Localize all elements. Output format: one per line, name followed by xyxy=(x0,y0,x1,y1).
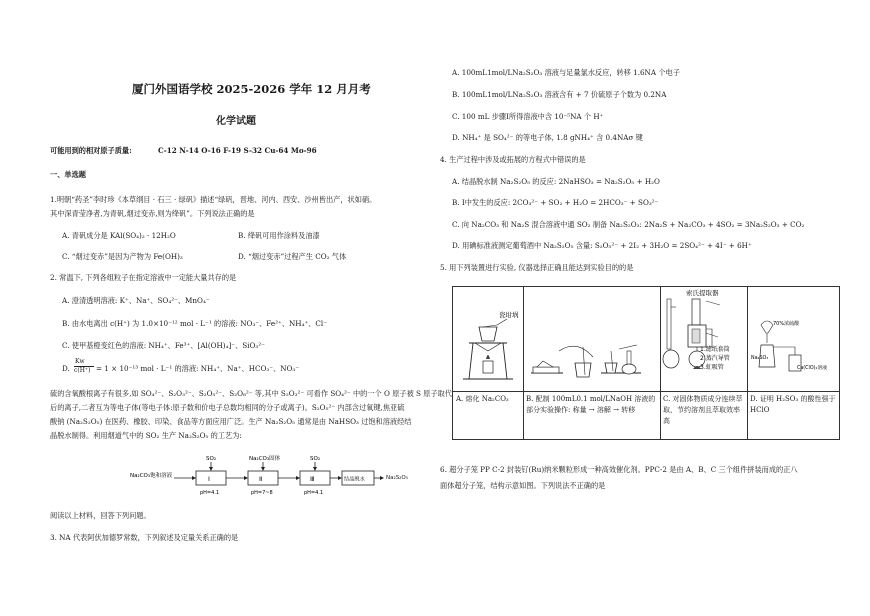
caption-c: C. 对固体物质成分连续萃取，节约溶剂且萃取效率高 xyxy=(663,395,743,425)
q3-option-a: A. 100mL1mol/LNa₂S₂O₃ 溶液与足量氯水反应，转移 1.6NA 个电子 xyxy=(452,68,680,77)
q2-option-d: = 1 × 10⁻¹³ mol · L⁻¹ 的溶液: NH₄⁺、Na⁺、HCO₃⁻、NO₃⁻ xyxy=(96,364,300,373)
flow-solid-label: Na₂CO₃固体 xyxy=(249,456,281,462)
q2-option-c: C. 使甲基橙变红色的溶液: NH₄⁺、Fe³⁺、[Al(OH)₄]⁻、SiO₃²⁻ xyxy=(62,341,265,350)
apparatus-table xyxy=(452,286,840,440)
solution-preparation-figure xyxy=(523,287,660,391)
flow-ph-2: pH=7~8 xyxy=(251,490,273,496)
q4-stem: 4. 生产过程中涉及或拓展的方程式中错误的是 xyxy=(440,155,586,164)
flow-so2-b: SO₂ xyxy=(310,456,321,462)
passage-line1: 硫的含氧酸根离子有很多,如 SO₄²⁻、S₂O₃²⁻、S₂O₅²⁻、S₂O₈²⁻ 等,其中 S₂O₃²⁻ 可看作 SO₄²⁻ 中的一个 O 原子被 S 原子取代 xyxy=(50,389,452,398)
q4-option-c: C. 向 Na₂CO₃ 和 Na₂S 混合溶液中通 SO₂ 制备 Na₂S₂O₃: 2Na₂S + Na₂CO₃ + 4SO₂ = 3Na₂S₂O₃ + CO₂ xyxy=(452,220,805,229)
passage-line3: 酸钠 (Na₂S₂O₅) 在医药、橡胶、印染、食品等方面应用广泛。生产 Na₂S₂O₅ 通常是由 NaHSO₃ 过饱和溶液经结 xyxy=(50,417,412,426)
flow-step-1 xyxy=(196,471,226,485)
passage-line2: 后的离子,二者互为等电子体(等电子体:原子数和价电子总数均相同的分子或离子)。S₂O₅²⁻ 内部含过氧键,焦亚硫 xyxy=(50,403,405,412)
atomic-masses: C-12 N-14 O-16 F-19 S-32 Cu-64 Mo-96 xyxy=(158,146,317,155)
flow-step-3 xyxy=(300,471,330,485)
flow-step-4-label: 结晶脱水 xyxy=(344,476,365,483)
q3-option-b: B. 100mL1mol/LNa₂S₂O₃ 溶液含有 + 7 价硫原子个数为 0.2NA xyxy=(452,90,667,99)
q1-stem-line1: 1.明朝“药圣”李时珍《本草纲目 · 石三 · 绿矾》描述“绿矾，晋地、河内、西安、沙州皆出产，状如硝。 xyxy=(50,195,377,204)
soxhlet-label-2: 2.蒸汽导管 xyxy=(700,355,730,362)
q1-option-c: C. “烟过变赤”是因为产物为 Fe(OH)₃ xyxy=(62,252,183,261)
flow-step-2 xyxy=(248,471,278,485)
q1-stem-line2: 其中深青莹净者,为青矾,烟过变赤,则为绛矾”。下列说法正确的是 xyxy=(50,209,255,218)
flow-so2-a: SO₂ xyxy=(206,456,217,462)
flow-step-2-label: Ⅱ xyxy=(259,475,263,483)
soxhlet-label-1: 1.滤纸套筒 xyxy=(700,346,730,353)
apparatus-cell-a xyxy=(453,287,524,439)
caption-d: D. 证明 H₂SO₃ 的酸性强于 HClO xyxy=(750,395,836,414)
q3-option-d: D. NH₄⁺ 是 SO₄²⁻ 的等电子体, 1.8 gNH₄⁺ 含 0.4NAσ 键 xyxy=(452,133,643,142)
acid-strength-apparatus-figure xyxy=(747,287,839,391)
apparatus-cell-c xyxy=(660,287,748,439)
apparatus-cell-b xyxy=(523,287,661,439)
flow-step-1-label: Ⅰ xyxy=(208,475,210,483)
flow-ph-1: pH=4.1 xyxy=(200,490,220,496)
flow-ph-3: pH=4.1 xyxy=(304,490,324,496)
soxhlet-extractor-figure xyxy=(660,287,747,391)
atomic-masses-label: 可能用到的相对原子质量: xyxy=(50,146,132,155)
crucible-apparatus-figure xyxy=(453,287,523,391)
caption-a: A. 熔化 Na₂CO₃ xyxy=(456,395,509,403)
flow-step-3-label: Ⅲ xyxy=(310,475,315,483)
exam-title: 厦门外国语学校 2025-2026 学年 12 月月考 xyxy=(132,82,371,96)
caption-b: B. 配制 100mL0.1 mol/LNaOH 溶液的部分实验操作: 称量 → 溶解 → 转移 xyxy=(526,395,656,414)
q6-stem-line2: 面体超分子笼，结构示意如图。下列说法不正确的是 xyxy=(440,481,606,490)
q2-fraction-numerator: Kw xyxy=(75,358,85,365)
q3-option-c: C. 100 mL 步骤Ⅰ所得溶液中含 10⁻⁵NA 个 H⁺ xyxy=(452,112,604,121)
flow-output-label: Na₂S₂O₅ xyxy=(386,475,408,481)
flow-input-label: Na₂CO₃饱和溶液 xyxy=(130,473,173,479)
reagent-label-3: Ca(ClO)₂溶液 xyxy=(797,366,828,371)
q2-option-a: A. 澄清透明溶液: K⁺、Na⁺、SO₄²⁻、MnO₄⁻ xyxy=(62,296,210,305)
soxhlet-label-3: 3.虹吸管 xyxy=(700,364,724,371)
exam-subtitle: 化学试题 xyxy=(216,116,256,127)
q4-option-d: D. 用碘标准液测定葡萄酒中 Na₂S₂O₅ 含量: S₂O₅²⁻ + 2I₂ + 3H₂O = 2SO₄²⁻ + 4I⁻ + 6H⁺ xyxy=(452,241,752,250)
crucible-label: 瓷坩埚 xyxy=(499,311,519,319)
apparatus-cell-d xyxy=(747,287,839,439)
reagent-label-1: 70%浓硫酸 xyxy=(773,321,800,327)
q2-fraction-denominator: c(H⁺) xyxy=(74,367,91,374)
q4-option-b: B. Ⅰ中发生的反应: 2CO₃²⁻ + SO₂ + H₂O = 2HCO₃⁻ + SO₃²⁻ xyxy=(452,198,659,207)
passage-instruction: 阅读以上材料，回答下列问题。 xyxy=(50,511,151,520)
q2-option-d-prefix: D. xyxy=(62,364,70,373)
q2-stem: 2. 常温下, 下列各组粒子在指定溶液中一定能大量共存的是 xyxy=(50,273,237,282)
passage-line4: 晶脱水制得。利用烟道气中的 SO₂ 生产 Na₂S₂O₅ 的工艺为: xyxy=(50,431,242,440)
soxhlet-title: 索氏提取器 xyxy=(686,289,719,297)
reagent-label-2: Na₂SO₃ xyxy=(751,356,769,361)
q6-stem-line1: 6. 超分子笼 PP C-2 封装钌(Ru)纳米颗粒形成一种高效催化剂。PPC-2 是由 A、B、C 三个组件拼装而成的正八 xyxy=(440,465,798,474)
q3-stem: 3. NA 代表阿伏加德罗常数，下列叙述及定量关系正确的是 xyxy=(50,533,239,542)
section-heading: 一、单选题 xyxy=(50,170,86,179)
q1-option-a: A. 青矾成分是 KAl(SO₄)₂ · 12H₂O xyxy=(62,231,176,240)
q1-option-d: D. “烟过变赤”过程产生 CO₂ 气体 xyxy=(238,252,347,261)
process-flow-diagram xyxy=(130,452,390,500)
q5-stem: 5. 用下列装置进行实验, 仪器选择正确且能达到实验目的的是 xyxy=(440,263,634,272)
q4-option-a: A. 结晶脱水制 Na₂S₂O₅ 的反应: 2NaHSO₃ = Na₂S₂O₅ + H₂O xyxy=(452,177,660,186)
q2-option-b: B. 由水电离出 c(H⁺) 为 1.0×10⁻¹² mol · L⁻¹ 的溶液: NO₃⁻、Fe²⁺、NH₄⁺、Cl⁻ xyxy=(62,319,328,328)
q1-option-b: B. 绛矾可用作涂料及油漆 xyxy=(238,231,320,240)
